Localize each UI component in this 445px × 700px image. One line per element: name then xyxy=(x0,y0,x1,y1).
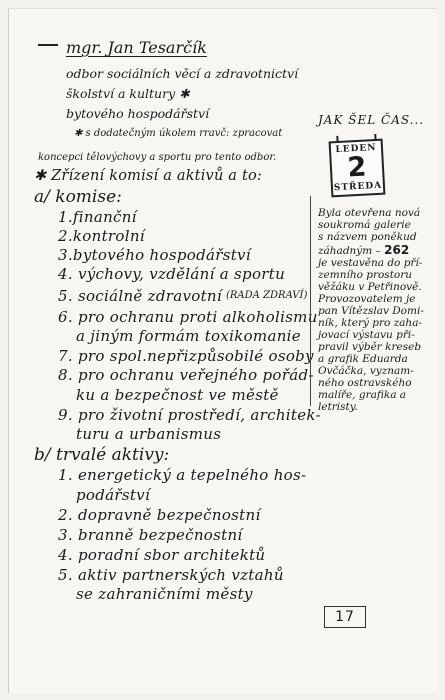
footnote-line-2: koncepci tělovýchovy a sportu pro tento odbor. xyxy=(38,152,277,163)
sidebar-line: ného ostravského xyxy=(318,377,412,389)
sidebar-line: zemního prostoru xyxy=(318,269,413,281)
sidebar-line: je vestavěna do pří- xyxy=(318,257,423,269)
calendar-weekday: STŘEDA xyxy=(333,180,383,194)
author-name: mgr. Jan Tesarčík xyxy=(66,38,207,57)
commission-item-cont: ku a bezpečnost ve městě xyxy=(76,386,279,404)
sidebar-line: pan Vítězslav Domi- xyxy=(318,305,424,317)
role-line-3: bytového hospodářství xyxy=(66,106,210,121)
sidebar-line: Provozovatelem je xyxy=(318,293,416,305)
commission-item-cont: turu a urbanismus xyxy=(76,425,222,443)
sidebar-line: soukromá galerie xyxy=(318,219,411,231)
commission-item-note: (RADA ZDRAVÍ) xyxy=(226,290,308,301)
establish-line: ✱ Zřízení komisí a aktivů a to: xyxy=(34,168,262,184)
sidebar-title: JAK ŠEL ČAS... xyxy=(318,113,425,127)
sidebar-line: ník, který pro zaha- xyxy=(318,317,423,329)
activity-item: 5. aktiv partnerských vztahů xyxy=(58,566,284,584)
footnote-line-1: ✱ s dodatečným úkolem rravč: zpracovat xyxy=(74,128,283,139)
sidebar-line: s názvem poněkud xyxy=(318,231,417,243)
commission-item: 1.finanční xyxy=(58,208,137,226)
sidebar-line-text: záhadným – xyxy=(318,245,381,257)
commission-item: 6. pro ochranu proti alkoholismu xyxy=(58,308,318,326)
calendar-month: LEDEN xyxy=(335,142,377,156)
activity-item: 1. energetický a tepelného hos- xyxy=(58,466,307,484)
page-number: 17 xyxy=(324,606,366,628)
commission-item: 2.kontrolní xyxy=(58,227,145,245)
commission-item: 9. pro životní prostředí, architek- xyxy=(58,406,321,424)
activity-item: 4. poradní sbor architektů xyxy=(58,546,266,564)
commission-item: 3.bytového hospodářství xyxy=(58,246,251,264)
sidebar-line: letristy. xyxy=(318,401,358,413)
commission-item: 5. sociálně zdravotní xyxy=(58,287,222,305)
sidebar-line: věžáku v Petřinově. xyxy=(318,281,422,293)
sidebar-line: pravil výběr kreseb xyxy=(318,341,422,353)
role-line-1: odbor sociálních věcí a zdravotnictví xyxy=(66,66,299,81)
calendar-day: 2 xyxy=(346,151,368,184)
activity-item: 2. dopravně bezpečnostní xyxy=(58,506,261,524)
commission-item-cont: a jiným formám toxikomanie xyxy=(76,327,301,345)
activity-item: 3. branně bezpečnostní xyxy=(58,526,243,544)
sidebar-line: a grafik Eduarda xyxy=(318,353,408,365)
section-b-heading: b/ trvalé aktivy: xyxy=(34,445,170,465)
sidebar-divider xyxy=(310,196,311,406)
sidebar-line xyxy=(318,243,409,257)
sidebar-line: malíře, grafika a xyxy=(318,389,407,401)
commission-item: 4. výchovy, vzdělání a sportu xyxy=(58,265,286,283)
activity-item-cont: podářství xyxy=(76,486,151,504)
sidebar-line: Byla otevřena nová xyxy=(318,207,421,219)
section-a-heading: a/ komise: xyxy=(34,187,122,207)
role-line-2: školství a kultury ✱ xyxy=(66,86,190,101)
commission-item: 7. pro spol.nepřizpůsobilé osoby xyxy=(58,347,314,365)
calendar-icon xyxy=(329,139,386,198)
activity-item-cont: se zahraničními městy xyxy=(76,585,253,603)
gallery-name-number: 262 xyxy=(384,243,410,257)
sidebar-line: jovací výstavu při- xyxy=(318,329,415,341)
leading-dash xyxy=(38,44,58,46)
commission-item: 8. pro ochranu veřejného pořád- xyxy=(58,366,314,384)
sidebar-line: Ovčáčka, vyznam- xyxy=(318,365,414,377)
